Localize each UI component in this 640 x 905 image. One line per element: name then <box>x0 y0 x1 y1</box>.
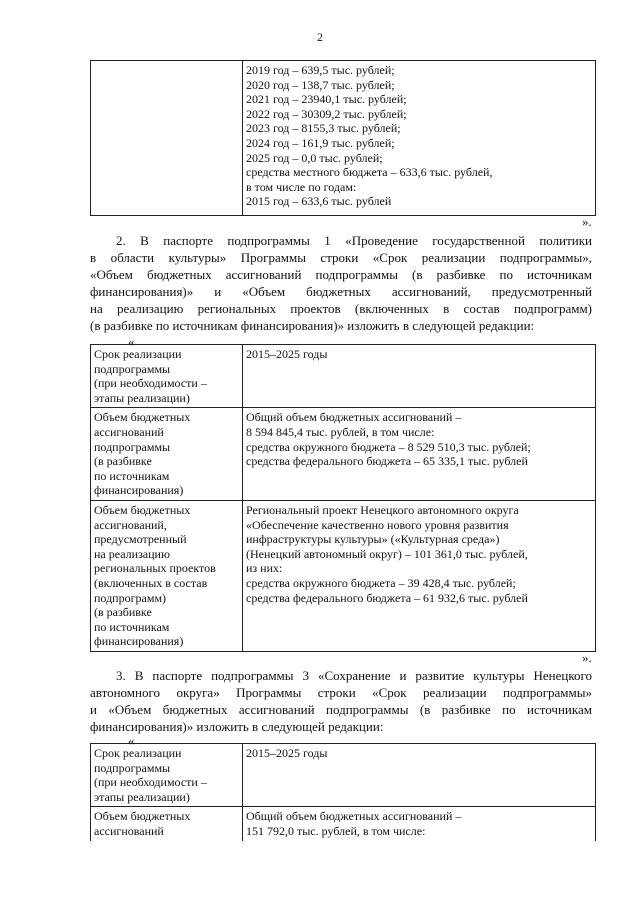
paragraph-line: финансирования)» изложить в следующей редакции: <box>90 719 384 734</box>
table-cell-right <box>243 61 596 216</box>
cell-line: ассигнований <box>94 424 164 439</box>
cell-line: (при необходимости – <box>94 775 207 790</box>
row-value-cell <box>243 807 596 841</box>
cell-line: подпрограммы <box>94 439 171 454</box>
cell-line: этапы реализации) <box>94 789 190 804</box>
table-row <box>91 807 596 841</box>
cell-line: средства окружного бюджета – 8 529 510,3 тыс. рублей; <box>246 439 531 454</box>
opening-quote: « <box>128 733 135 748</box>
subprogram-3-passport-table <box>90 743 596 841</box>
paragraph-line: и «Объем бюджетных ассигнований подпрограммы (в разбивке по источникам <box>90 702 592 717</box>
cell-line: инфраструктуры культуры» («Культурная среда») <box>246 532 500 547</box>
cell-line: средства федерального бюджета – 65 335,1 тыс. рублей <box>246 454 528 469</box>
cell-line: (Ненецкий автономный округ) – 101 361,0 тыс. рублей, <box>246 546 528 561</box>
page-number: 2 <box>317 30 323 44</box>
table-row <box>91 500 596 651</box>
cell-line: 151 792,0 тыс. рублей, в том числе: <box>246 823 426 838</box>
funding-table-continuation <box>90 60 596 216</box>
cell-line: 8 594 845,4 тыс. рублей, в том числе: <box>246 424 435 439</box>
table-line: 2023 год – 8155,3 тыс. рублей; <box>246 121 401 136</box>
table-row <box>91 408 596 501</box>
cell-line: предусмотренный <box>94 532 187 547</box>
cell-line: средства окружного бюджета – 39 428,4 тыс. рублей; <box>246 575 516 590</box>
cell-line: по источникам <box>94 619 170 634</box>
cell-line: финансирования) <box>94 483 184 498</box>
table-cell-left-empty <box>91 61 243 216</box>
row-value-cell <box>243 345 596 408</box>
cell-line: этапы реализации) <box>94 390 190 405</box>
table-line: в том числе по годам: <box>246 179 357 194</box>
table-line: 2021 год – 23940,1 тыс. рублей; <box>246 92 407 107</box>
table-line: 2024 год – 161,9 тыс. рублей; <box>246 135 395 150</box>
row-label-cell <box>91 500 243 651</box>
paragraph-line: в области культуры» Программы строки «Срок реализации подпрограммы», <box>90 250 592 265</box>
table-line: 2019 год – 639,5 тыс. рублей; <box>246 63 395 77</box>
cell-line: финансирования) <box>94 634 184 649</box>
cell-line: «Обеспечение качественно нового уровня развития <box>246 517 509 532</box>
cell-line: (включенных в состав <box>94 575 208 590</box>
paragraph-line: автономного округа» Программы строки «Срок реализации подпрограммы» <box>90 685 592 700</box>
cell-line: по источникам <box>94 468 170 483</box>
cell-line: из них: <box>246 561 283 576</box>
cell-line: 2015–2025 годы <box>246 746 328 760</box>
cell-line: Срок реализации <box>94 746 182 760</box>
paragraph-2 <box>90 232 592 334</box>
cell-line: (в разбивке <box>94 454 152 469</box>
paragraph-line: на реализацию региональных проектов (включенных в состав подпрограмм) <box>90 301 592 316</box>
paragraph-line: 3. В паспорте подпрограммы 3 «Сохранение и развитие культуры Ненецкого <box>116 668 592 683</box>
paragraph-line: 2. В паспорте подпрограммы 1 «Проведение государственной политики <box>116 233 592 248</box>
row-value-cell <box>243 744 596 807</box>
cell-line: подпрограммы <box>94 760 171 775</box>
row-label-cell <box>91 345 243 408</box>
row-label-cell <box>91 408 243 501</box>
table-line: средства местного бюджета – 633,6 тыс. рублей, <box>246 165 493 180</box>
cell-line: Объем бюджетных <box>94 502 191 517</box>
cell-line: ассигнований <box>94 823 164 838</box>
table-line: 2025 год – 0,0 тыс. рублей; <box>246 150 383 165</box>
cell-line: Общий объем бюджетных ассигнований – <box>246 809 462 824</box>
paragraph-line: финансирования)» и «Объем бюджетных ассигнований, предусмотренный <box>90 284 592 299</box>
opening-quote: « <box>128 334 135 349</box>
subprogram-1-passport-table <box>90 344 596 652</box>
row-label-cell <box>91 744 243 807</box>
row-value-cell <box>243 500 596 651</box>
table-line: 2020 год – 138,7 тыс. рублей; <box>246 77 395 92</box>
cell-line: подпрограмм) <box>94 590 167 605</box>
closing-quote: ». <box>582 214 592 229</box>
cell-line: Общий объем бюджетных ассигнований – <box>246 410 462 425</box>
table-row <box>91 345 596 408</box>
cell-line: ассигнований, <box>94 517 167 532</box>
table-row <box>91 744 596 807</box>
cell-line: средства федерального бюджета – 61 932,6 тыс. рублей <box>246 590 528 605</box>
paragraph-3 <box>90 667 592 735</box>
closing-quote: ». <box>582 650 592 665</box>
row-value-cell <box>243 408 596 501</box>
table-line: 2022 год – 30309,2 тыс. рублей; <box>246 106 407 121</box>
table-row <box>91 61 596 216</box>
cell-line: Срок реализации <box>94 347 182 361</box>
cell-line: (при необходимости – <box>94 376 207 391</box>
cell-line: на реализацию <box>94 546 170 561</box>
cell-line: региональных проектов <box>94 561 216 576</box>
cell-line: Объем бюджетных <box>94 809 191 824</box>
cell-line: 2015–2025 годы <box>246 347 328 361</box>
paragraph-line: «Объем бюджетных ассигнований подпрограммы (в разбивке по источникам <box>90 267 592 282</box>
cell-line: подпрограммы <box>94 361 171 376</box>
cell-line: Региональный проект Ненецкого автономного округа <box>246 502 519 517</box>
table-line: 2015 год – 633,6 тыс. рублей <box>246 194 392 209</box>
row-label-cell <box>91 807 243 841</box>
cell-line: Объем бюджетных <box>94 410 191 425</box>
cell-line: (в разбивке <box>94 605 152 620</box>
paragraph-line: (в разбивке по источникам финансирования)» изложить в следующей редакции: <box>90 318 535 333</box>
